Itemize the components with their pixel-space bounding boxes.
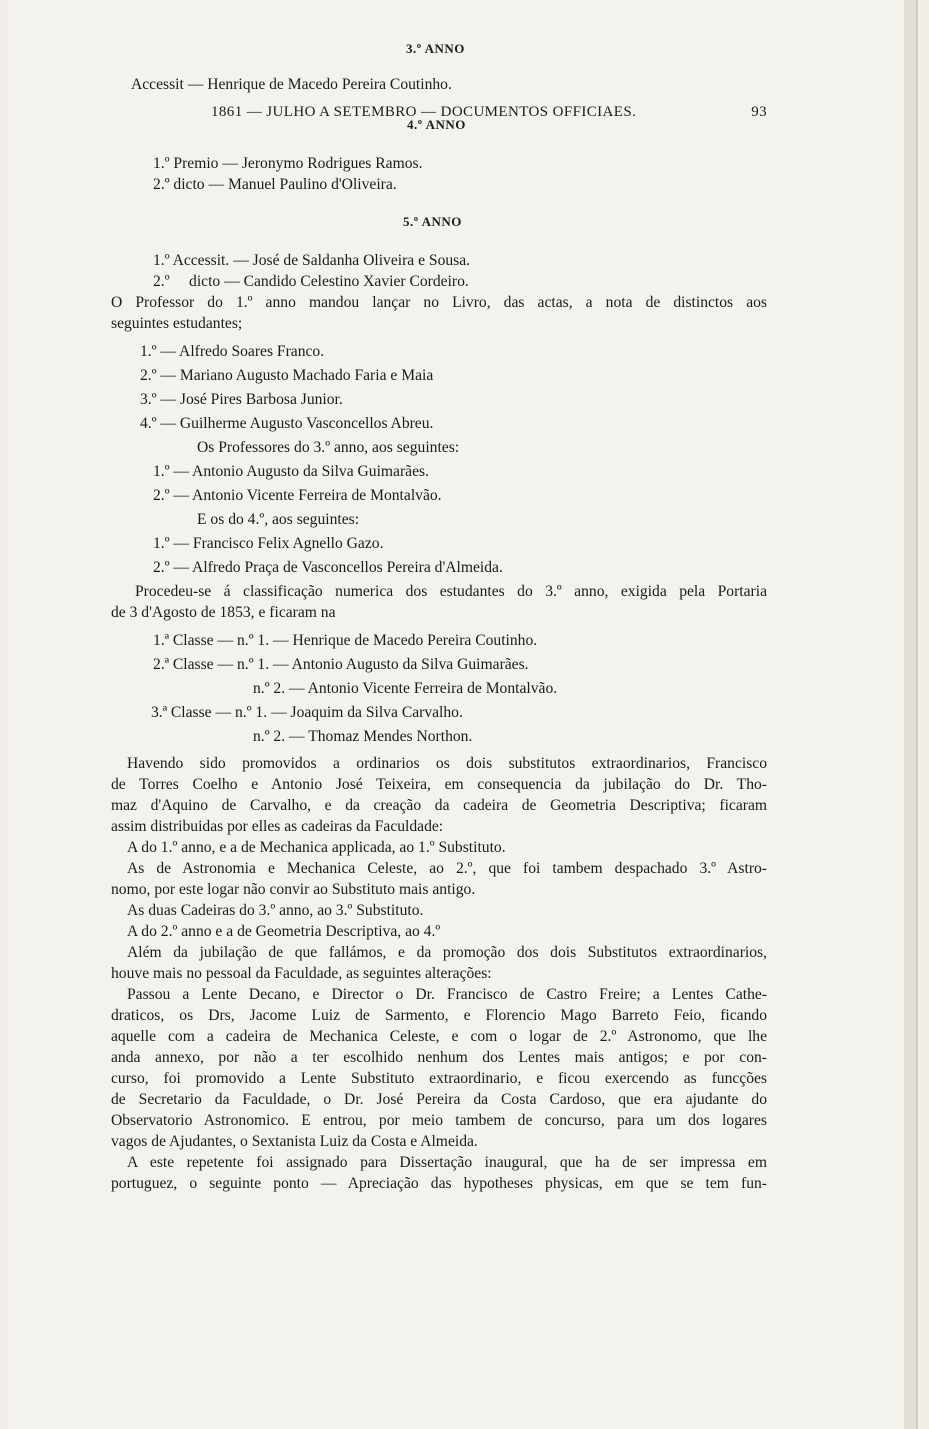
list-item: 1.º — Alfredo Soares Franco. — [140, 343, 325, 360]
section-heading-5: 5.º ANNO — [403, 214, 462, 229]
paragraph-line: nomo, por este logar não convir ao Substituto mais antigo. — [111, 881, 476, 898]
paragraph-line: O Professor do 1.º anno mandou lançar no Livro, das actas, a nota de distinctos aos — [111, 294, 767, 311]
list-item: 1.º Premio — Jeronymo Rodrigues Ramos. — [153, 155, 423, 172]
paragraph-line: draticos, os Drs, Jacome Luiz de Sarmento, e Florencio Mago Barreto Feio, ficando — [111, 1007, 767, 1024]
list-item: 4.º — Guilherme Augusto Vasconcellos Abreu. — [140, 415, 434, 432]
page — [8, 0, 918, 1429]
paragraph-line: As de Astronomia e Mechanica Celeste, ao 2.º, que foi tambem despachado 3.º Astro- — [127, 860, 767, 877]
list-item: 1.º Accessit. — José de Saldanha Oliveira e Sousa. — [153, 252, 471, 269]
paragraph-line: seguintes estudantes; — [111, 315, 243, 332]
list-item: 2.º — Alfredo Praça de Vasconcellos Pereira d'Almeida. — [153, 559, 503, 576]
paragraph-line: portuguez, o seguinte ponto — Apreciação das hypotheses physicas, em que se tem fun- — [111, 1175, 767, 1192]
list-item: 1.º — Francisco Felix Agnello Gazo. — [153, 535, 384, 552]
paragraph-line: de Torres Coelho e Antonio José Teixeira, em consequencia da jubilação do Dr. Tho- — [111, 776, 767, 793]
list-item: 3.º — José Pires Barbosa Junior. — [140, 391, 343, 408]
classification-row: 1.ª Classe — n.º 1. — Henrique de Macedo Pereira Coutinho. — [153, 632, 538, 649]
paragraph-line: A este repetente foi assignado para Dissertação inaugural, que ha de ser impressa em — [127, 1154, 767, 1171]
section-heading-4: 4.º ANNO — [407, 117, 466, 132]
list-item: 2.º — Antonio Vicente Ferreira de Montalvão. — [153, 487, 442, 504]
classification-row: n.º 2. — Antonio Vicente Ferreira de Montalvão. — [253, 680, 558, 697]
subsection-intro: E os do 4.º, aos seguintes: — [197, 511, 360, 528]
paragraph-line: Havendo sido promovidos a ordinarios os dois substitutos extraordinarios, Francisco — [127, 755, 767, 772]
paragraph-line: de Secretario da Faculdade, o Dr. José Pereira da Costa Cardoso, que era ajudante do — [111, 1091, 767, 1108]
classification-row: n.º 2. — Thomaz Mendes Northon. — [253, 728, 473, 745]
list-item: 1.º — Antonio Augusto da Silva Guimarães. — [153, 463, 429, 480]
list-item: 2.º dicto — Manuel Paulino d'Oliveira. — [153, 176, 397, 193]
classification-row: 2.ª Classe — n.º 1. — Antonio Augusto da Silva Guimarães. — [153, 656, 529, 673]
paragraph-line: Passou a Lente Decano, e Director o Dr. Francisco de Castro Freire; a Lentes Cathe- — [127, 986, 767, 1003]
paragraph-line: maz d'Aquino de Carvalho, e da creação da cadeira de Geometria Descriptiva; ficaram — [111, 797, 767, 814]
paragraph-line: Observatorio Astronomico. E entrou, por meio tambem de concurso, para um dos logares — [111, 1112, 767, 1129]
classification-row: 3.ª Classe — n.º 1. — Joaquim da Silva Carvalho. — [151, 704, 463, 721]
paragraph-line: houve mais no pessoal da Faculdade, as seguintes alterações: — [111, 965, 492, 982]
paragraph-line: vagos de Ajudantes, o Sextanista Luiz da Costa e Almeida. — [111, 1133, 478, 1150]
paragraph-line: anda annexo, por não a ter escolhido nenhum dos Lentes mais antigos; e por con- — [111, 1049, 767, 1066]
list-item: 2.º dicto — Candido Celestino Xavier Cordeiro. — [153, 273, 469, 290]
section-heading-3: 3.º ANNO — [406, 41, 465, 56]
header-title: 1861 — JULHO A SETEMBRO — DOCUMENTOS OFFICIAES. — [211, 104, 637, 120]
list-item: 2.º — Mariano Augusto Machado Faria e Maia — [140, 367, 434, 384]
subsection-intro: Os Professores do 3.º anno, aos seguintes: — [197, 439, 460, 456]
paragraph-line: A do 2.º anno e a de Geometria Descriptiva, ao 4.º — [127, 923, 441, 940]
accessit-3: Accessit — Henrique de Macedo Pereira Coutinho. — [131, 76, 452, 93]
page-edge — [904, 0, 916, 1429]
paragraph-line: Além da jubilação de que fallámos, e da promoção dos dois Substitutos extraordinarios, — [127, 944, 767, 961]
paragraph-line: aquelle com a cadeira de Mechanica Celeste, e com o logar de 2.º Astronomo, que lhe — [111, 1028, 767, 1045]
paragraph-line: de 3 d'Agosto de 1853, e ficaram na — [111, 604, 336, 621]
paragraph-line: As duas Cadeiras do 3.º anno, ao 3.º Substituto. — [127, 902, 424, 919]
paragraph-line: Procedeu-se á classificação numerica dos estudantes do 3.º anno, exigida pela Portaria — [135, 583, 767, 600]
paragraph-line: assim distribuidas por elles as cadeiras da Faculdade: — [111, 818, 444, 835]
running-header — [211, 104, 767, 121]
paragraph-line: curso, foi promovido a Lente Substituto extraordinario, e ficou exercendo as funcções — [111, 1070, 767, 1087]
paragraph-line: A do 1.º anno, e a de Mechanica applicada, ao 1.º Substituto. — [127, 839, 506, 856]
page-number: 93 — [751, 104, 767, 120]
